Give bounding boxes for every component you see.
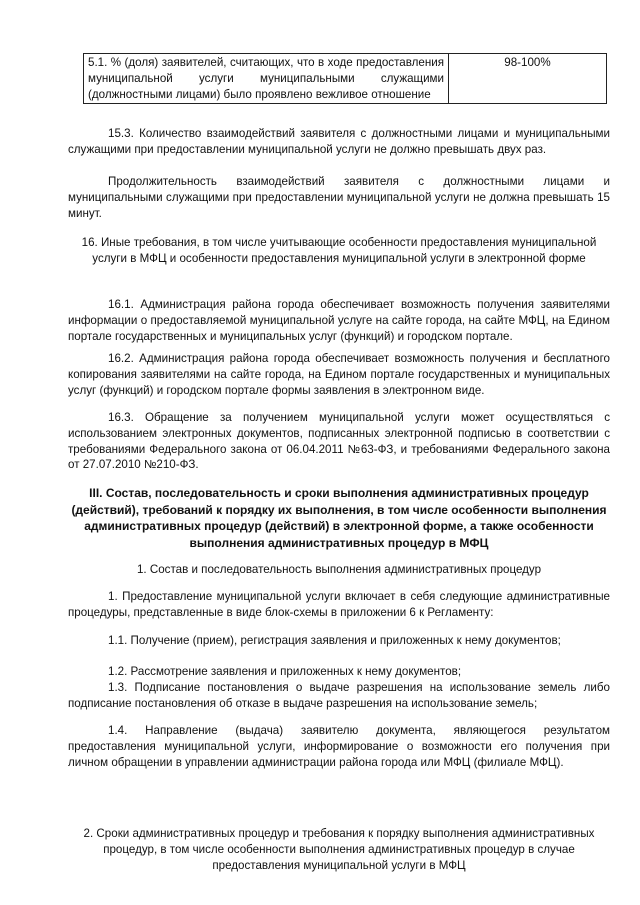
- paragraph-1: 1. Предоставление муниципальной услуги включает в себя следующие административные процедуры, представленные в виде блок-схемы в приложении 6 к Регламенту:: [68, 590, 610, 619]
- heading-2: 2. Сроки административных процедур и требования к порядку выполнения административных процедур, в том числе особенности выполнения административных процедур в случае предоставления муниципальной услуги в МФЦ: [83, 827, 595, 872]
- heading-1: 1. Состав и последовательность выполнения административных процедур: [136, 563, 542, 576]
- section-3-title: III. Состав, последовательность и сроки выполнения административных процедур (действий), требований к порядку их выполнения, в том числе особенности выполнения административных процедур (действий) в электронной форме, а также особенности выполнения административных процедур в МФЦ: [71, 486, 607, 550]
- heading-16: 16. Иные требования, в том числе учитывающие особенности предоставления муниципальной услуги в МФЦ и особенности предоставления муниципальной услуги в электронной форме: [81, 236, 597, 265]
- paragraph-16-3: 16.3. Обращение за получением муниципальной услуги может осуществляться с использованием электронных документов, подписанных электронной подписью в соответствии с требованиями Федерального закона от 06.04.2011 №63-ФЗ, и требованиями Федерального закона от 27.07.2010 №210-ФЗ.: [68, 411, 610, 472]
- paragraph-1-2: 1.2. Рассмотрение заявления и приложенных к нему документов;: [108, 665, 462, 678]
- paragraph-15-3: 15.3. Количество взаимодействий заявителя с должностными лицами и муниципальными служащими при предоставлении муниципальной услуги не должно превышать двух раз.: [68, 127, 610, 156]
- paragraph-16-2: 16.2. Администрация района города обеспечивает возможность получения и бесплатного копирования заявителями на сайте города, на Едином портале государственных и муниципальных услуг (функций) и городском портале формы заявления в электронном виде.: [68, 352, 610, 397]
- paragraph-16-1: 16.1. Администрация района города обеспечивает возможность получения заявителями информации о предоставляемой муниципальной услуге на сайте города, на сайте МФЦ, на Едином портале государственных и муниципальных услуг (функций) и городском портале.: [68, 298, 610, 343]
- indicator-table: [83, 53, 607, 104]
- indicator-text: 5.1. % (доля) заявителей, считающих, что в ходе предоставления муниципальной услуги муниципальными служащими (должностными лицами) было проявлено вежливое отношение: [84, 54, 449, 104]
- table-row: [84, 54, 607, 104]
- paragraph-1-3: 1.3. Подписание постановления о выдаче разрешения на использование земель либо подписание постановления об отказе в выдаче разрешения на использование земель;: [68, 681, 610, 710]
- paragraph-15-3-duration: Продолжительность взаимодействий заявителя с должностными лицами и муниципальными служащими при предоставлении муниципальной услуги не должна превышать 15 минут.: [68, 175, 610, 220]
- indicator-value: 98-100%: [449, 54, 607, 104]
- paragraph-1-4: 1.4. Направление (выдача) заявителю документа, являющегося результатом предоставления муниципальной услуги, информирование о возможности его получения при личном обращении в управлении администрации района города или МФЦ (филиале МФЦ).: [68, 724, 610, 769]
- paragraph-1-1: 1.1. Получение (прием), регистрация заявления и приложенных к нему документов;: [108, 634, 561, 647]
